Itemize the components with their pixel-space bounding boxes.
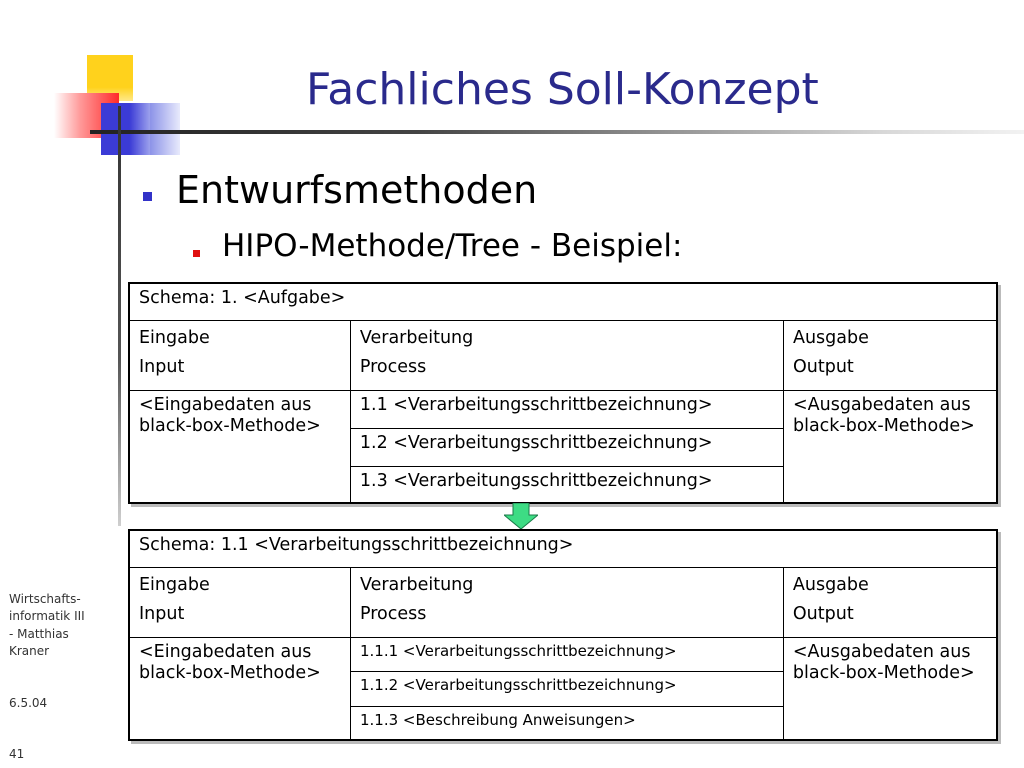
slide-title: Fachliches Soll-Konzept [306,64,819,115]
input-header [129,320,350,390]
footer-author-line: Wirtschafts- [9,592,81,606]
process-step: 1.3 <Verarbeitungsschrittbezeichnung> [350,466,783,503]
process-header [350,567,783,637]
footer-author [9,591,85,661]
footer-date: 6.5.04 [9,696,48,710]
input-data-cell: <Eingabedaten aus black-box-Methode> [129,390,350,503]
output-data-cell: <Ausgabedaten aus black-box-Methode> [783,390,997,503]
output-header [783,320,997,390]
slide-number: 41 [9,747,25,761]
output-header-de: Ausgabe [792,574,869,595]
process-step: 1.1.3 <Beschreibung Anweisungen> [350,706,783,740]
side-divider [118,106,121,526]
hipo-table-1 [128,282,998,504]
input-data-cell: <Eingabedaten aus black-box-Methode> [129,637,350,740]
process-header-en: Process [359,604,427,625]
footer-author-line: Kraner [9,644,50,659]
schema-header: Schema: 1. <Aufgabe> [129,283,997,320]
output-header-en: Output [792,357,854,378]
process-header-de: Verarbeitung [359,574,474,595]
hipo-table-2 [128,529,998,741]
schema-header: Schema: 1.1 <Verarbeitungsschrittbezeichnung> [129,530,997,567]
process-header [350,320,783,390]
bullet-level2-text: HIPO-Methode/Tree - Beispiel: [222,228,683,264]
process-step: 1.1.1 <Verarbeitungsschrittbezeichnung> [350,637,783,671]
input-header-de: Eingabe [139,327,210,348]
logo-blue-square-fade [150,103,180,155]
output-header [783,567,997,637]
down-arrow-icon [504,503,538,529]
output-header-de: Ausgabe [792,327,869,348]
footer-author-line: informatik III [9,609,85,624]
input-header-de: Eingabe [139,574,210,595]
bullet-square-icon [193,250,200,257]
process-step: 1.1.2 <Verarbeitungsschrittbezeichnung> [350,671,783,706]
process-step: 1.2 <Verarbeitungsschrittbezeichnung> [350,428,783,466]
process-header-en: Process [359,357,427,378]
input-header-en: Input [139,604,185,625]
input-header [129,567,350,637]
process-step: 1.1 <Verarbeitungsschrittbezeichnung> [350,390,783,428]
process-header-de: Verarbeitung [359,327,474,348]
input-header-en: Input [139,357,185,378]
footer-author-line: - Matthias [9,626,69,641]
bullet-square-icon [143,192,152,201]
title-divider [90,130,1024,134]
output-data-cell: <Ausgabedaten aus black-box-Methode> [783,637,997,740]
logo-blue-square [101,103,153,155]
bullet-level1-text: Entwurfsmethoden [176,168,538,212]
output-header-en: Output [792,604,854,625]
